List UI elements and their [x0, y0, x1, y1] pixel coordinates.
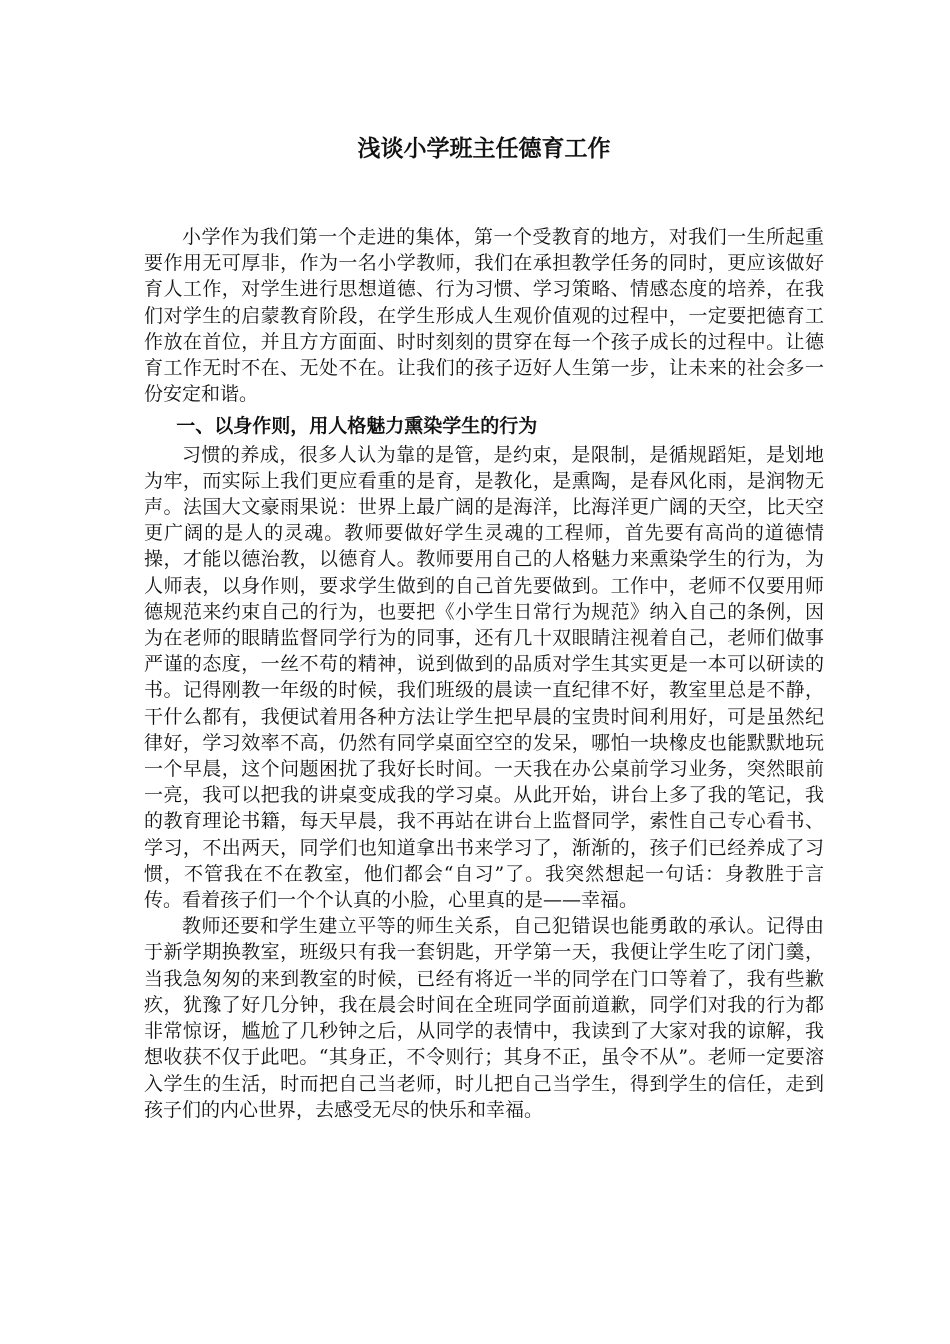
section-paragraph: 教师还要和学生建立平等的师生关系，自己犯错误也能勇敢的承认。记得由于新学期换教室，班级只有我一套钥匙，开学第一天，我便让学生吃了闭门羹，当我急匆匆的来到教室的时候，已经有将近一半的同学在门口等着了，我有些歉疚，犹豫了好几分钟，我在晨会时间在全班同学面前道歉，同学们对我的行为都非常惊讶，尴尬了几秒钟之后，从同学的表情中，我读到了大家对我的谅解，我想收获不仅于此吧。“其身正，不令则行；其身不正，虽令不从”。老师一定要溶入学生的生活，时而把自己当老师，时儿把自己当学生，得到学生的信任，走到孩子们的内心世界，去感受无尽的快乐和幸福。	[144, 915, 824, 1121]
intro-paragraph: 小学作为我们第一个走进的集体，第一个受教育的地方，对我们一生所起重要作用无可厚非，作为一名小学教师，我们在承担教学任务的同时，更应该做好育人工作，对学生进行思想道德、行为习惯、学习策略、情感态度的培养，在我们对学生的启蒙教育阶段，在学生形成人生观价值观的过程中，一定要把德育工作放在首位，并且方方面面、时时刻刻的贯穿在每一个孩子成长的过程中。让德育工作无时不在、无处不在。让我们的孩子迈好人生第一步，让未来的社会多一份安定和谐。	[144, 226, 824, 406]
section-heading: 一、以身作则，用人格魅力熏染学生的行为	[176, 415, 538, 438]
section-paragraph: 习惯的养成，很多人认为靠的是管，是约束，是限制，是循规蹈矩，是划地为牢，而实际上我们更应看重的是育，是教化，是熏陶，是春风化雨，是润物无声。法国大文豪雨果说：世界上最广阔的是海洋，比海洋更广阔的天空，比天空更广阔的是人的灵魂。教师要做好学生灵魂的工程师，首先要有高尚的道德情操，才能以德治教，以德育人。教师要用自己的人格魅力来熏染学生的行为，为人师表，以身作则，要求学生做到的自己首先要做到。工作中，老师不仅要用师德规范来约束自己的行为，也要把《小学生日常行为规范》纳入自己的条例，因为在老师的眼睛监督同学行为的同事，还有几十双眼睛注视着自己，老师们做事严谨的态度，一丝不苟的精神，说到做到的品质对学生其实更是一本可以研读的书。记得刚教一年级的时候，我们班级的晨读一直纪律不好，教室里总是不静，干什么都有，我便试着用各种方法让学生把早晨的宝贵时间利用好，可是虽然纪律好，学习效率不高，仍然有同学桌面空空的发呆，哪怕一块橡皮也能默默地玩一个早晨，这个问题困扰了我好长时间。一天我在办公桌前学习业务，突然眼前一亮，我可以把我的讲桌变成我的学习桌。从此开始，讲台上多了我的笔记，我的教育理论书籍，每天早晨，我不再站在讲台上监督同学，索性自己专心看书、学习，不出两天，同学们也知道拿出书来学习了，渐渐的，孩子们已经养成了习惯，不管我在不在教室，他们都会“自习”了。我突然想起一句话：身教胜于言传。看着孩子们一个个认真的小脸，心里真的是——幸福。	[144, 443, 824, 912]
document-title: 浅谈小学班主任德育工作	[357, 135, 611, 162]
document-body	[144, 224, 824, 1123]
